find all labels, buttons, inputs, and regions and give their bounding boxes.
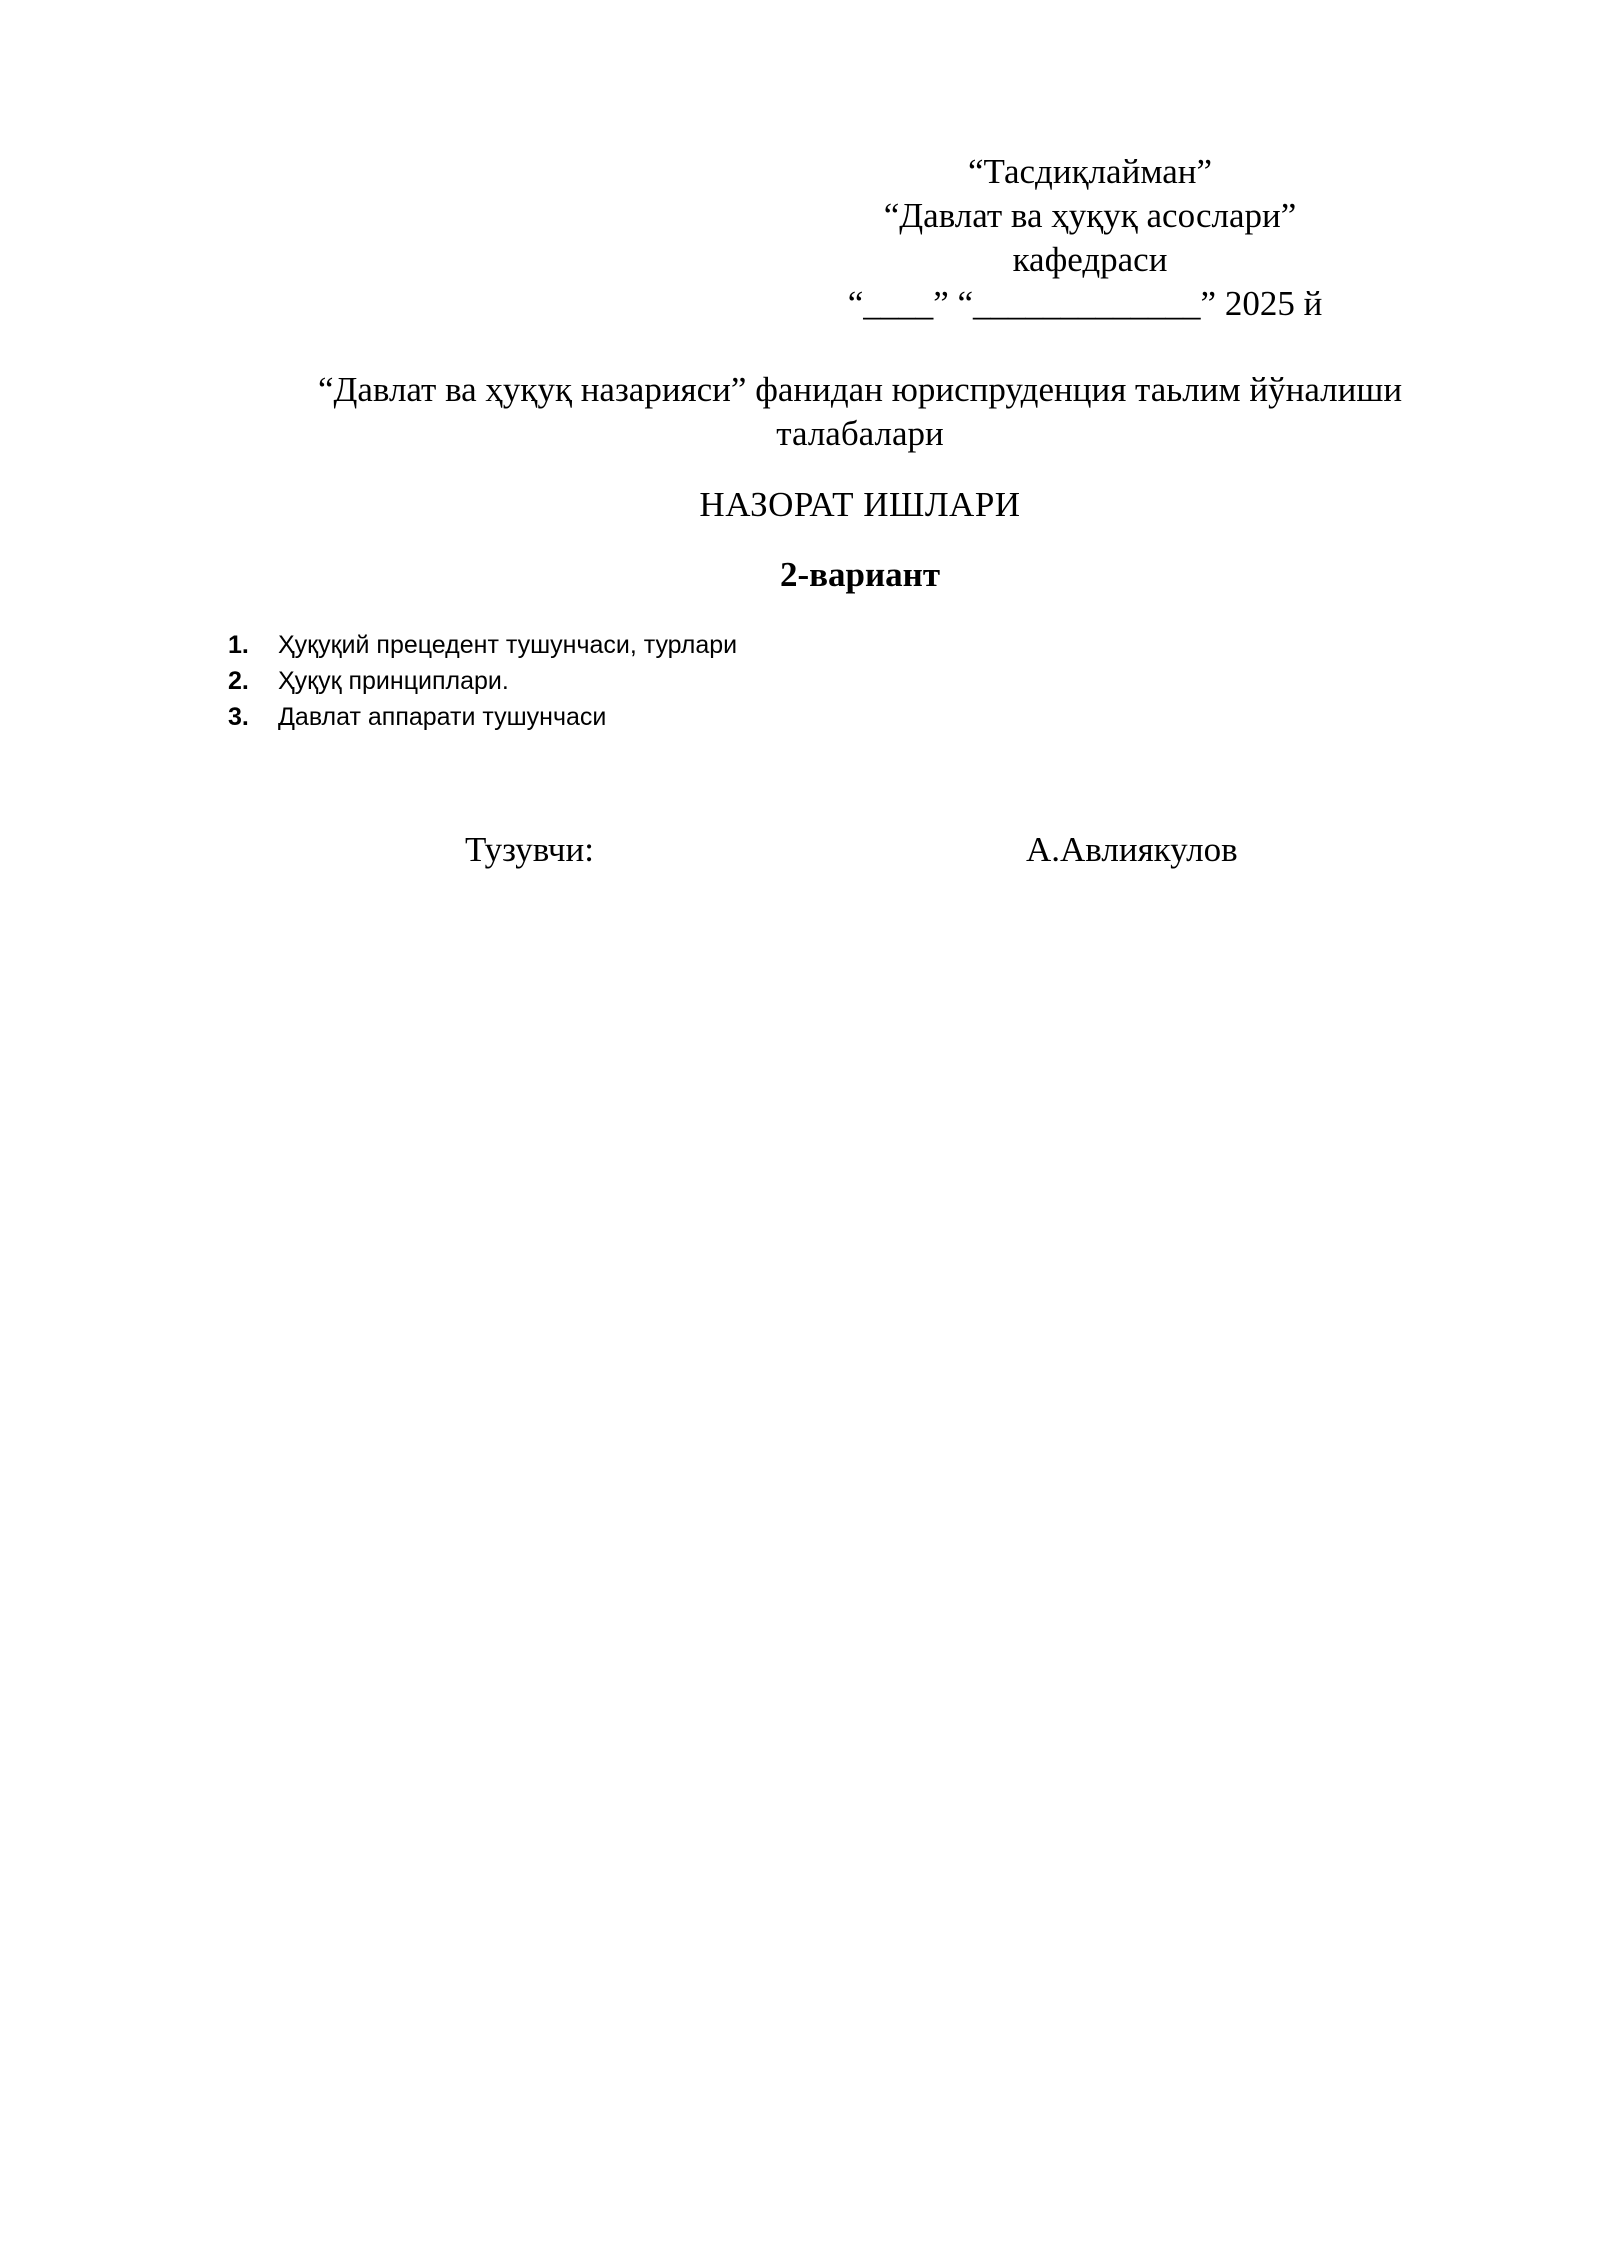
document-title: НАЗОРАТ ИШЛАРИ bbox=[699, 485, 1021, 524]
question-number: 3. bbox=[228, 703, 249, 731]
compiler-name: А.Авлиякулов bbox=[1026, 830, 1238, 869]
approval-department-word: кафедраси bbox=[1012, 240, 1168, 279]
questions-list bbox=[228, 627, 737, 735]
subject-line-1: “Давлат ва ҳуқуқ назарияси” фанидан юриспруденция таьлим йўналиши bbox=[317, 370, 1403, 409]
approval-date-line: “____” “_____________” 2025 й bbox=[847, 284, 1323, 323]
list-item bbox=[228, 699, 737, 735]
approval-department-name: “Давлат ва ҳуқуқ асослари” bbox=[883, 196, 1297, 235]
list-item bbox=[228, 627, 737, 663]
question-text: Ҳуқуқий прецедент тушунчаси, турлари bbox=[278, 631, 738, 659]
question-text: Ҳуқуқ принциплари. bbox=[278, 667, 509, 695]
question-text: Давлат аппарати тушунчаси bbox=[278, 703, 607, 731]
question-number: 2. bbox=[228, 667, 249, 695]
compiler-label: Тузувчи: bbox=[465, 830, 594, 869]
question-number: 1. bbox=[228, 631, 249, 659]
subject-line-2: талабалари bbox=[776, 414, 944, 453]
variant-label: 2-вариант bbox=[779, 555, 941, 594]
approval-heading: “Тасдиқлайман” bbox=[967, 152, 1213, 191]
subject-header bbox=[240, 368, 1480, 456]
list-item bbox=[228, 663, 737, 699]
approval-block bbox=[780, 150, 1400, 326]
